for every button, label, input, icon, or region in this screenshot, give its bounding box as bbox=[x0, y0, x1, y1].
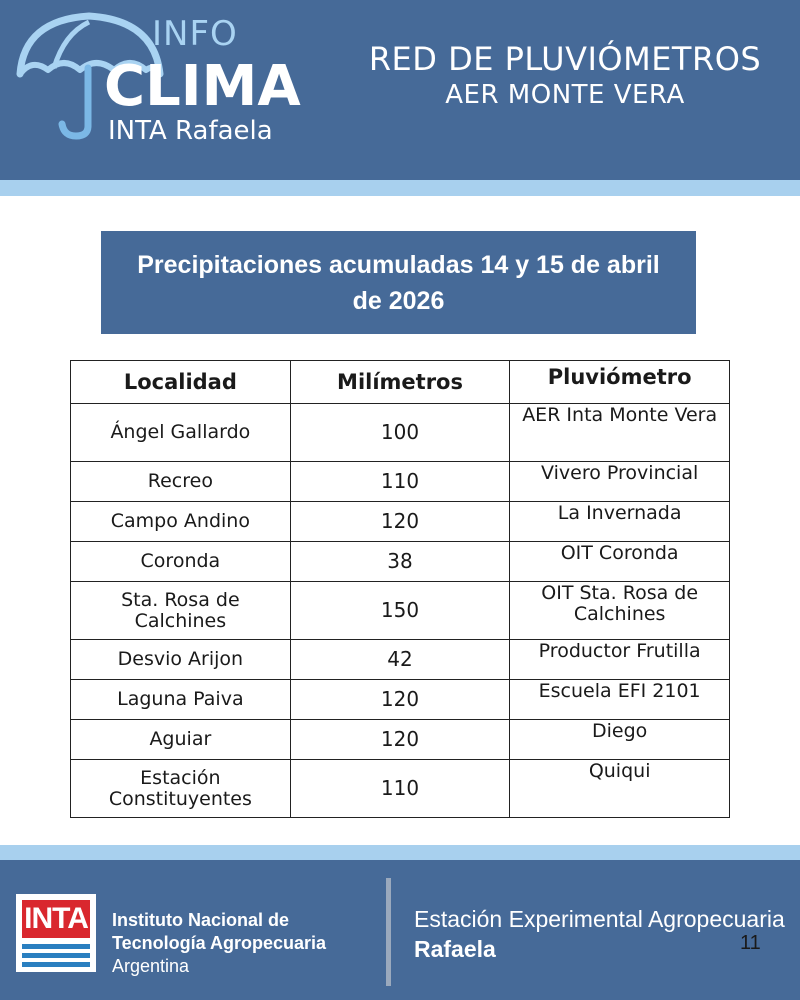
page-title: RED DE PLUVIÓMETROS bbox=[368, 40, 762, 78]
cell-pluviometro: OIT Coronda bbox=[510, 542, 730, 582]
cell-pluviometro: Diego bbox=[510, 720, 730, 760]
station-name: Rafaela bbox=[414, 936, 496, 962]
cell-milimetros: 42 bbox=[290, 640, 510, 680]
table-row bbox=[71, 720, 730, 760]
footer-stripe bbox=[0, 845, 800, 860]
cell-pluviometro: OIT Sta. Rosa de Calchines bbox=[510, 582, 730, 640]
inta-logo-text: INTA bbox=[22, 900, 90, 938]
inta-logo bbox=[16, 894, 96, 972]
cell-localidad: Ángel Gallardo bbox=[71, 404, 291, 462]
cell-pluviometro: AER Inta Monte Vera bbox=[510, 404, 730, 462]
table-row bbox=[71, 760, 730, 818]
cell-localidad: Desvio Arijon bbox=[71, 640, 291, 680]
cell-localidad: Sta. Rosa de Calchines bbox=[71, 582, 291, 640]
logo-stripe bbox=[22, 944, 90, 949]
table-header-row bbox=[71, 361, 730, 404]
institute-name-line1: Instituto Nacional de bbox=[112, 910, 290, 930]
table-row bbox=[71, 640, 730, 680]
table-row bbox=[71, 542, 730, 582]
cell-pluviometro: La Invernada bbox=[510, 502, 730, 542]
table-row bbox=[71, 502, 730, 542]
logo-stripe bbox=[22, 962, 90, 967]
cell-localidad: Laguna Paiva bbox=[71, 680, 291, 720]
cell-milimetros: 120 bbox=[290, 720, 510, 760]
table-row bbox=[71, 404, 730, 462]
cell-milimetros: 110 bbox=[290, 462, 510, 502]
station-label: Estación Experimental Agropecuaria bbox=[414, 906, 785, 932]
table-row bbox=[71, 462, 730, 502]
report-title bbox=[101, 247, 696, 319]
report-title-box bbox=[101, 231, 696, 334]
cell-milimetros: 120 bbox=[290, 680, 510, 720]
cell-localidad: Recreo bbox=[71, 462, 291, 502]
header-stripe bbox=[0, 180, 800, 196]
rainfall-table bbox=[70, 360, 730, 818]
cell-localidad: Aguiar bbox=[71, 720, 291, 760]
cell-pluviometro: Escuela EFI 2101 bbox=[510, 680, 730, 720]
page-subtitle: AER MONTE VERA bbox=[445, 80, 685, 110]
logo-stripe bbox=[22, 953, 90, 958]
footer-divider bbox=[386, 878, 391, 986]
cell-localidad: Campo Andino bbox=[71, 502, 291, 542]
cell-milimetros: 120 bbox=[290, 502, 510, 542]
report-title-line2: de 2026 bbox=[352, 287, 445, 315]
logo-clima-text: CLIMA bbox=[104, 54, 301, 119]
cell-localidad: Coronda bbox=[71, 542, 291, 582]
cell-milimetros: 38 bbox=[290, 542, 510, 582]
cell-pluviometro: Productor Frutilla bbox=[510, 640, 730, 680]
cell-milimetros: 100 bbox=[290, 404, 510, 462]
logo-inta-rafaela-text: INTA Rafaela bbox=[108, 116, 273, 146]
page-number: 11 bbox=[740, 932, 761, 954]
cell-milimetros: 110 bbox=[290, 760, 510, 818]
cell-localidad: Estación Constituyentes bbox=[71, 760, 291, 818]
cell-pluviometro: Quiqui bbox=[510, 760, 730, 818]
table-row bbox=[71, 582, 730, 640]
cell-pluviometro: Vivero Provincial bbox=[510, 462, 730, 502]
column-header-milimetros: Milímetros bbox=[290, 361, 510, 404]
column-header-pluviometro: Pluviómetro bbox=[510, 361, 730, 404]
institute-country: Argentina bbox=[112, 956, 190, 976]
cell-milimetros: 150 bbox=[290, 582, 510, 640]
table-row bbox=[71, 680, 730, 720]
institute-name-line2: Tecnología Agropecuaria bbox=[112, 933, 327, 953]
logo-info-text: INFO bbox=[152, 14, 238, 54]
report-title-line1: Precipitaciones acumuladas 14 y 15 de abril bbox=[137, 251, 660, 279]
column-header-localidad: Localidad bbox=[71, 361, 291, 404]
